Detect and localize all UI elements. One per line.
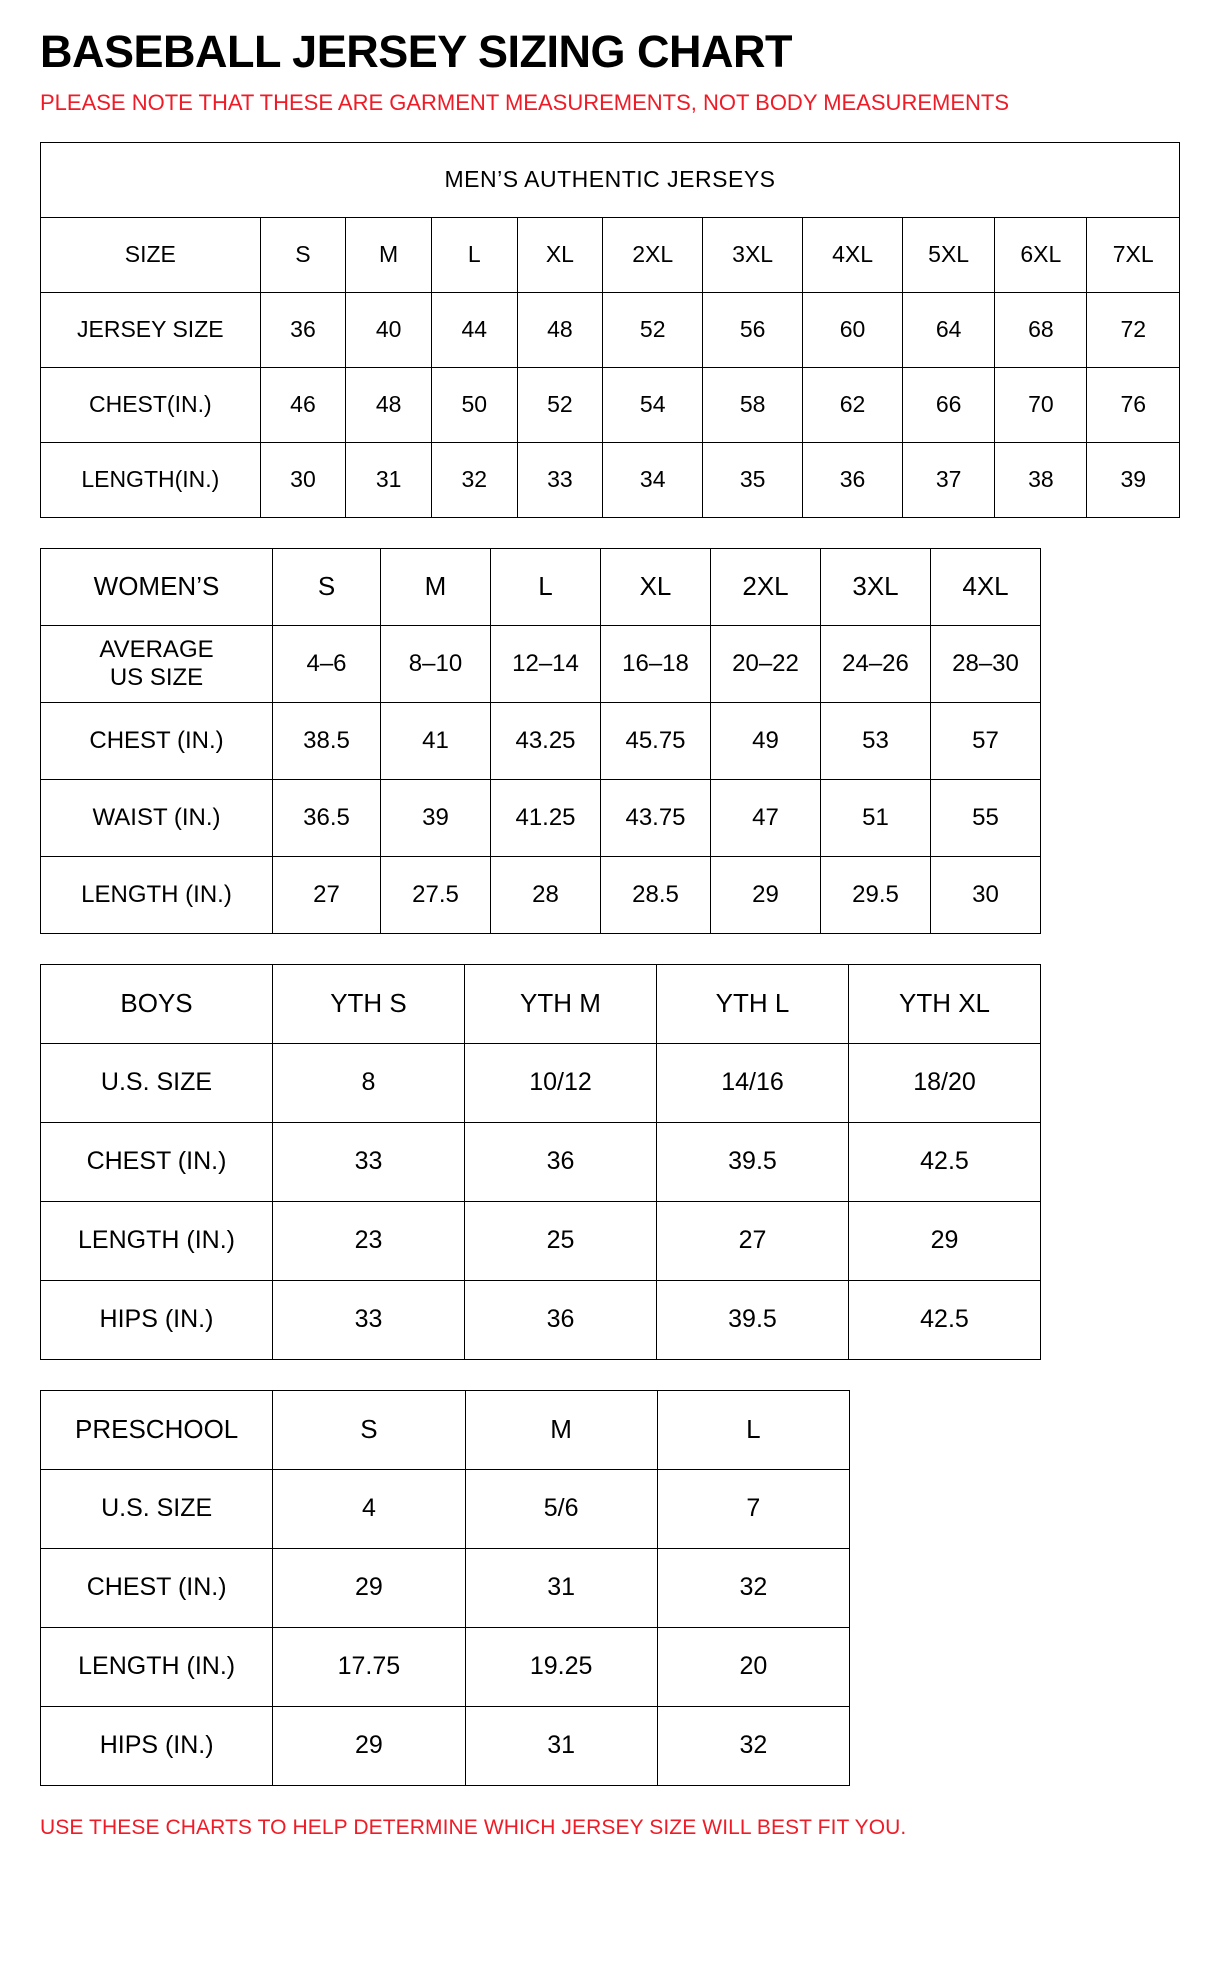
row-label-line2: US SIZE — [109, 663, 204, 691]
row-label: U.S. SIZE — [41, 1469, 273, 1548]
table-cell: 66 — [903, 367, 995, 442]
footer-note: USE THESE CHARTS TO HELP DETERMINE WHICH JERSEY SIZE WILL BEST FIT YOU. — [40, 1815, 907, 1839]
womens-size-cell: 4XL — [931, 548, 1041, 625]
table-cell: 28.5 — [601, 856, 711, 933]
table-cell: 5/6 — [465, 1469, 657, 1548]
table-cell: 58 — [703, 367, 803, 442]
table-cell: 41.25 — [491, 779, 601, 856]
table-cell: 38 — [995, 442, 1087, 517]
table-row — [41, 625, 1041, 702]
table-row — [41, 1469, 850, 1548]
table-cell: 76 — [1087, 367, 1180, 442]
table-cell: 43.25 — [491, 702, 601, 779]
table-cell: 16–18 — [601, 625, 711, 702]
table-cell: 29.5 — [821, 856, 931, 933]
measurement-note: PLEASE NOTE THAT THESE ARE GARMENT MEASUREMENTS, NOT BODY MEASUREMENTS — [40, 90, 1010, 116]
table-cell: 36 — [260, 292, 346, 367]
preschool-size-cell: M — [465, 1390, 657, 1469]
mens-size-label: SIZE — [41, 217, 261, 292]
table-cell: 34 — [603, 442, 703, 517]
table-cell: 43.75 — [601, 779, 711, 856]
boys-size-cell: YTH S — [273, 964, 465, 1043]
row-label: LENGTH (IN.) — [41, 856, 273, 933]
table-cell: 62 — [803, 367, 903, 442]
table-cell: 39.5 — [657, 1122, 849, 1201]
table-cell: 47 — [711, 779, 821, 856]
table-cell: 53 — [821, 702, 931, 779]
table-cell: 60 — [803, 292, 903, 367]
table-cell: 38.5 — [273, 702, 381, 779]
table-cell: 33 — [273, 1122, 465, 1201]
womens-header-label: WOMEN’S — [41, 548, 273, 625]
row-label: LENGTH(IN.) — [41, 442, 261, 517]
womens-size-cell: 3XL — [821, 548, 931, 625]
table-cell: 20 — [657, 1627, 849, 1706]
table-cell: 37 — [903, 442, 995, 517]
row-label: CHEST(IN.) — [41, 367, 261, 442]
row-label: LENGTH (IN.) — [41, 1201, 273, 1280]
mens-sizing-table — [40, 142, 1180, 518]
preschool-sizing-table — [40, 1390, 850, 1786]
mens-size-cell: L — [431, 217, 517, 292]
table-cell: 30 — [931, 856, 1041, 933]
table-cell: 29 — [273, 1548, 465, 1627]
mens-size-cell: S — [260, 217, 346, 292]
mens-size-cell: 3XL — [703, 217, 803, 292]
boys-size-cell: YTH M — [465, 964, 657, 1043]
table-cell: 29 — [849, 1201, 1041, 1280]
table-row — [41, 1280, 1041, 1359]
mens-size-cell: 2XL — [603, 217, 703, 292]
table-cell: 35 — [703, 442, 803, 517]
table-cell: 36 — [465, 1122, 657, 1201]
table-cell: 31 — [465, 1706, 657, 1785]
table-cell: 30 — [260, 442, 346, 517]
womens-size-cell: S — [273, 548, 381, 625]
table-cell: 36.5 — [273, 779, 381, 856]
preschool-size-cell: L — [657, 1390, 849, 1469]
table-cell: 36 — [465, 1280, 657, 1359]
table-cell: 64 — [903, 292, 995, 367]
table-cell: 51 — [821, 779, 931, 856]
table-cell: 39 — [1087, 442, 1180, 517]
table-cell: 25 — [465, 1201, 657, 1280]
table-cell: 52 — [517, 367, 603, 442]
table-row — [41, 779, 1041, 856]
table-row — [41, 292, 1180, 367]
table-cell: 29 — [711, 856, 821, 933]
table-row — [41, 1548, 850, 1627]
row-label-line1: AVERAGE — [99, 636, 214, 664]
table-row — [41, 1627, 850, 1706]
table-cell: 31 — [346, 442, 432, 517]
table-cell: 12–14 — [491, 625, 601, 702]
table-row — [41, 442, 1180, 517]
mens-size-cell: XL — [517, 217, 603, 292]
table-cell: 23 — [273, 1201, 465, 1280]
table-cell: 41 — [381, 702, 491, 779]
table-cell: 40 — [346, 292, 432, 367]
table-row — [41, 1201, 1041, 1280]
row-label: WAIST (IN.) — [41, 779, 273, 856]
table-cell: 57 — [931, 702, 1041, 779]
row-label: CHEST (IN.) — [41, 702, 273, 779]
table-cell: 49 — [711, 702, 821, 779]
table-cell: 54 — [603, 367, 703, 442]
table-cell: 14/16 — [657, 1043, 849, 1122]
table-cell: 32 — [657, 1706, 849, 1785]
womens-size-cell: XL — [601, 548, 711, 625]
boys-size-cell: YTH XL — [849, 964, 1041, 1043]
table-cell: 44 — [431, 292, 517, 367]
row-label: HIPS (IN.) — [41, 1280, 273, 1359]
preschool-size-cell: S — [273, 1390, 465, 1469]
table-cell: 72 — [1087, 292, 1180, 367]
table-cell: 27.5 — [381, 856, 491, 933]
table-cell: 29 — [273, 1706, 465, 1785]
table-cell: 8–10 — [381, 625, 491, 702]
table-cell: 18/20 — [849, 1043, 1041, 1122]
table-cell: 56 — [703, 292, 803, 367]
table-cell: 42.5 — [849, 1122, 1041, 1201]
table-cell: 19.25 — [465, 1627, 657, 1706]
row-label: LENGTH (IN.) — [41, 1627, 273, 1706]
mens-size-cell: 4XL — [803, 217, 903, 292]
table-row — [41, 1043, 1041, 1122]
boys-size-cell: YTH L — [657, 964, 849, 1043]
mens-size-cell: 6XL — [995, 217, 1087, 292]
row-label: CHEST (IN.) — [41, 1122, 273, 1201]
table-row — [41, 1122, 1041, 1201]
row-label: HIPS (IN.) — [41, 1706, 273, 1785]
table-cell: 50 — [431, 367, 517, 442]
table-cell: 28 — [491, 856, 601, 933]
womens-header-row — [41, 548, 1041, 625]
table-cell: 10/12 — [465, 1043, 657, 1122]
boys-header-row — [41, 964, 1041, 1043]
preschool-header-row — [41, 1390, 850, 1469]
mens-banner-row — [41, 142, 1180, 217]
table-cell: 55 — [931, 779, 1041, 856]
mens-banner-label: MEN’S AUTHENTIC JERSEYS — [41, 142, 1180, 217]
table-cell: 27 — [273, 856, 381, 933]
row-label: U.S. SIZE — [41, 1043, 273, 1122]
table-cell: 45.75 — [601, 702, 711, 779]
table-row — [41, 1706, 850, 1785]
table-cell: 24–26 — [821, 625, 931, 702]
table-row — [41, 367, 1180, 442]
womens-sizing-table — [40, 548, 1041, 934]
table-cell: 4 — [273, 1469, 465, 1548]
table-cell: 68 — [995, 292, 1087, 367]
table-cell: 28–30 — [931, 625, 1041, 702]
page-title: BASEBALL JERSEY SIZING CHART — [40, 26, 792, 77]
row-label: CHEST (IN.) — [41, 1548, 273, 1627]
table-cell: 33 — [517, 442, 603, 517]
table-cell: 32 — [657, 1548, 849, 1627]
table-cell: 17.75 — [273, 1627, 465, 1706]
table-cell: 33 — [273, 1280, 465, 1359]
table-row — [41, 856, 1041, 933]
table-cell: 70 — [995, 367, 1087, 442]
mens-size-row — [41, 217, 1180, 292]
row-label: JERSEY SIZE — [41, 292, 261, 367]
table-row — [41, 702, 1041, 779]
boys-header-label: BOYS — [41, 964, 273, 1043]
womens-size-cell: M — [381, 548, 491, 625]
womens-size-cell: L — [491, 548, 601, 625]
table-cell: 39.5 — [657, 1280, 849, 1359]
mens-size-cell: 7XL — [1087, 217, 1180, 292]
table-cell: 27 — [657, 1201, 849, 1280]
table-cell: 39 — [381, 779, 491, 856]
table-cell: 4–6 — [273, 625, 381, 702]
table-cell: 20–22 — [711, 625, 821, 702]
womens-size-cell: 2XL — [711, 548, 821, 625]
table-cell: 52 — [603, 292, 703, 367]
table-cell: 32 — [431, 442, 517, 517]
table-cell: 48 — [346, 367, 432, 442]
table-cell: 42.5 — [849, 1280, 1041, 1359]
table-cell: 7 — [657, 1469, 849, 1548]
table-cell: 48 — [517, 292, 603, 367]
mens-size-cell: 5XL — [903, 217, 995, 292]
mens-size-cell: M — [346, 217, 432, 292]
table-cell: 31 — [465, 1548, 657, 1627]
row-label — [41, 625, 273, 702]
preschool-header-label: PRESCHOOL — [41, 1390, 273, 1469]
boys-sizing-table — [40, 964, 1041, 1360]
table-cell: 8 — [273, 1043, 465, 1122]
table-cell: 46 — [260, 367, 346, 442]
table-cell: 36 — [803, 442, 903, 517]
